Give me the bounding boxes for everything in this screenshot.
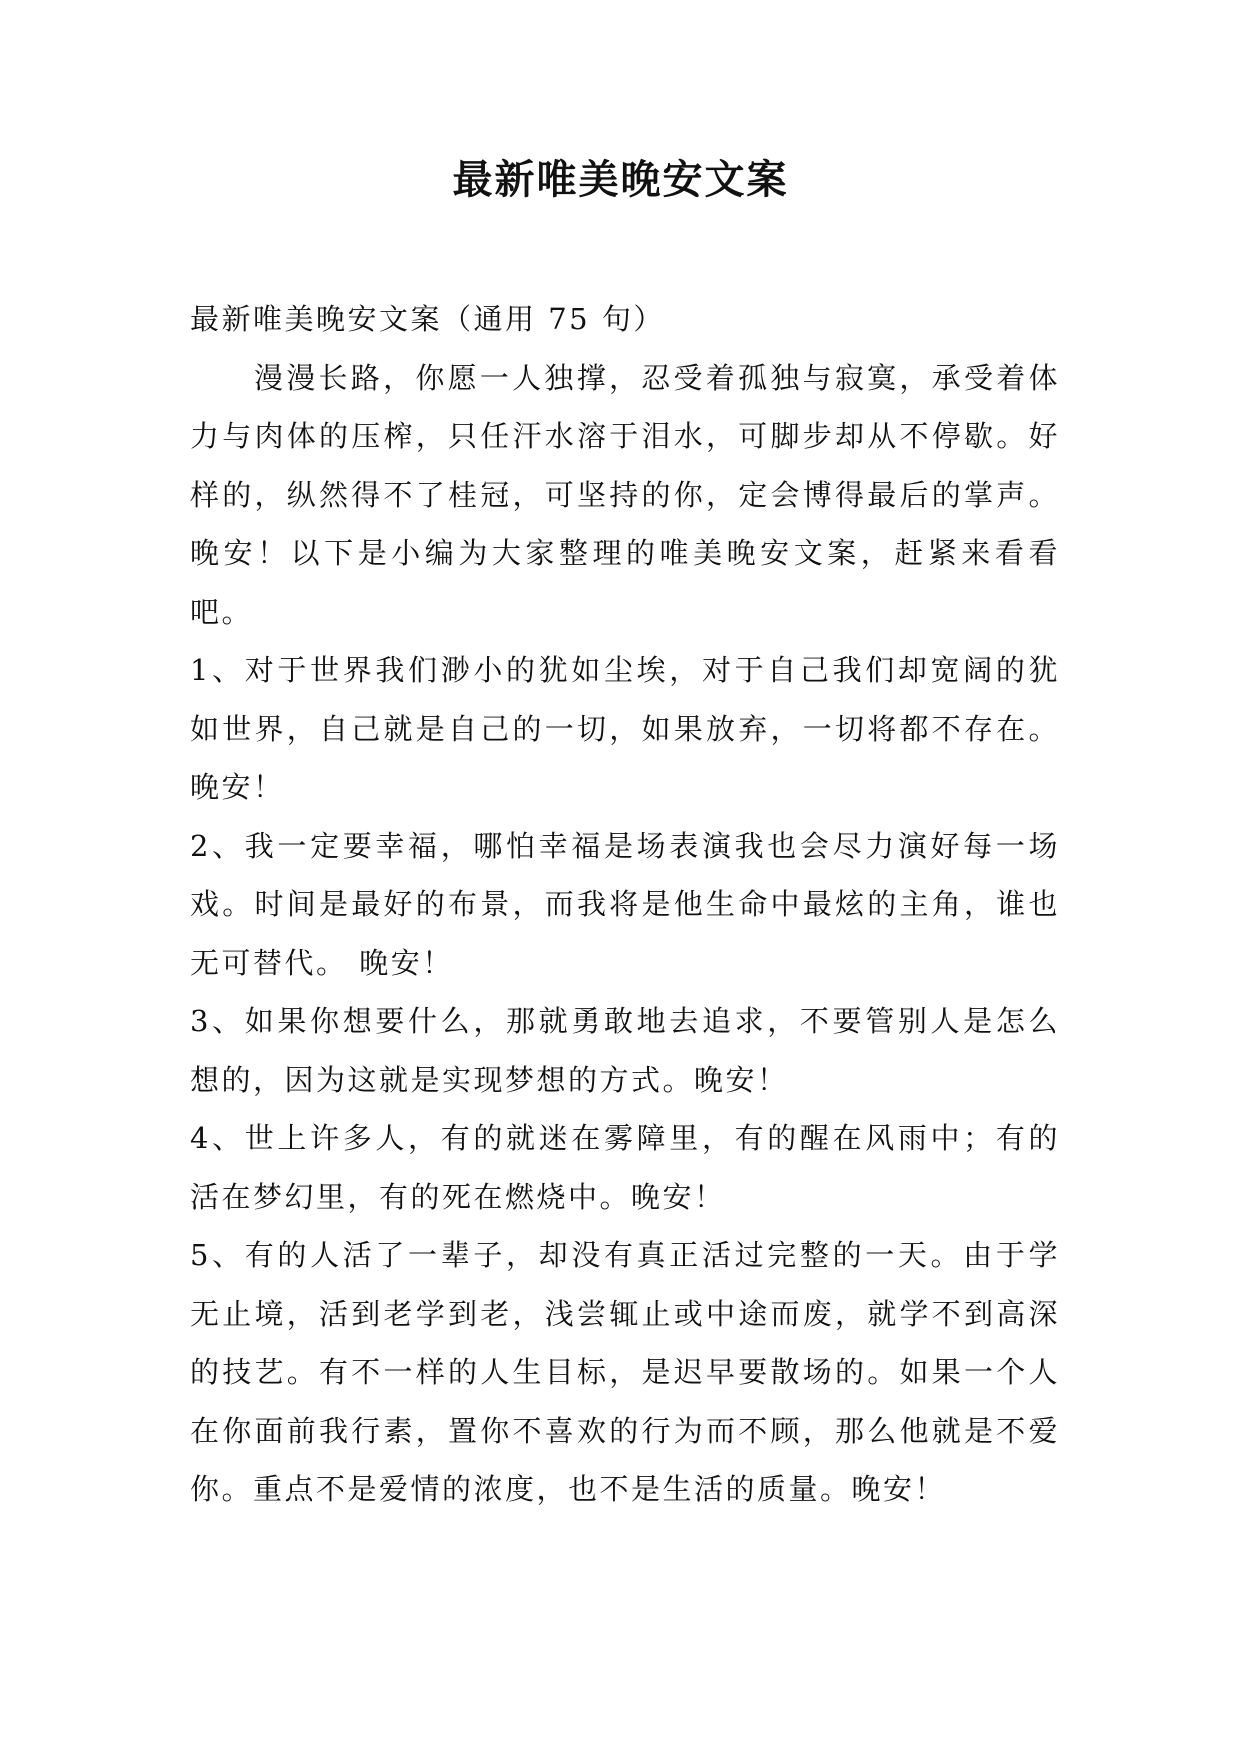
document-body xyxy=(190,290,1060,1519)
list-item-4: 4、世上许多人，有的就迷在雾障里，有的醒在风雨中；有的活在梦幻里，有的死在燃烧中。晚安！ xyxy=(190,1121,1060,1214)
list-item-5: 5、有的人活了一辈子，却没有真正活过完整的一天。由于学无止境，活到老学到老，浅尝辄止或中途而废，就学不到高深的技艺。有不一样的人生目标，是迟早要散场的。如果一个人在你面前我行素，置你不喜欢的行为而不顾，那么他就是不爱你。重点不是爱情的浓度，也不是生活的质量。晚安！ xyxy=(190,1238,1060,1506)
document-subtitle: 最新唯美晚安文案（通用 75 句） xyxy=(190,302,665,336)
list-item-2: 2、我一定要幸福，哪怕幸福是场表演我也会尽力演好每一场戏。时间是最好的布景，而我将是他生命中最炫的主角，谁也无可替代。 晚安！ xyxy=(190,828,1060,980)
list-item-1: 1、对于世界我们渺小的犹如尘埃，对于自己我们却宽阔的犹如世界，自己就是自己的一切，如果放弃，一切将都不存在。晚安！ xyxy=(190,653,1060,804)
list-item-3: 3、如果你想要什么，那就勇敢地去追求，不要管别人是怎么想的，因为这就是实现梦想的方式。晚安！ xyxy=(190,1004,1060,1097)
intro-paragraph: 漫漫长路，你愿一人独撑，忍受着孤独与寂寞，承受着体力与肉体的压榨，只任汗水溶于泪水，可脚步却从不停歇。好样的，纵然得不了桂冠，可坚持的你，定会博得最后的掌声。晚安！以下是小编为大家整理的唯美晚安文案，赶紧来看看吧。 xyxy=(190,360,1060,629)
document-title: 最新唯美晚安文案 xyxy=(452,156,789,203)
